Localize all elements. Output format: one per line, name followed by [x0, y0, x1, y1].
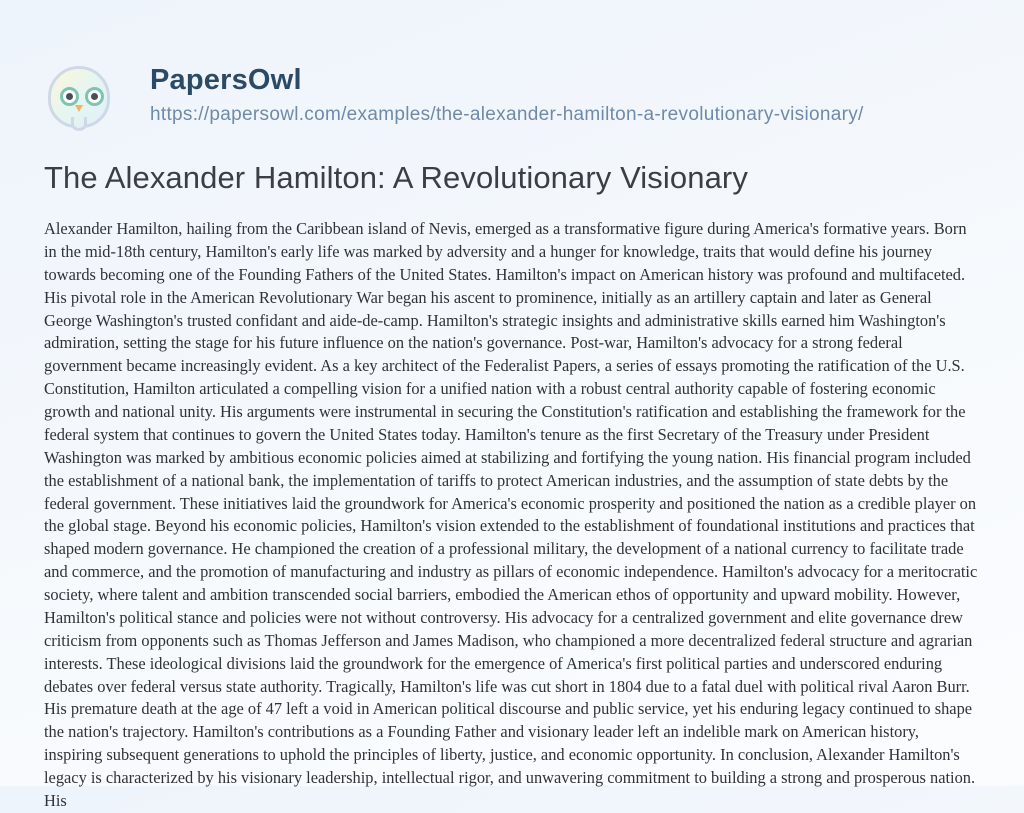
owl-eyes-icon: [60, 87, 104, 106]
article-container: [44, 160, 980, 813]
site-header: [44, 58, 980, 144]
owl-beak-icon: [75, 105, 83, 112]
page-title: The Alexander Hamilton: A Revolutionary Visionary: [44, 160, 748, 195]
owl-icon: [48, 66, 114, 132]
brand-name: PapersOwl: [150, 64, 302, 96]
article-body: Alexander Hamilton, hailing from the Caribbean island of Nevis, emerged as a transformative figure during America's formative years. Born in the mid-18th century, Hamilton's early life was marked by adversity and a hunger for knowledge, traits that would define his journey towards becoming one of the Founding Fathers of the United States. Hamilton's impact on American history was profound and multifaceted. His pivotal role in the American Revolutionary War began his ascent to prominence, initially as an artillery captain and later as General George Washington's trusted confidant and aide-de-camp. Hamilton's strategic insights and administrative skills earned him Washington's admiration, setting the stage for his future influence on the nation's governance. Post-war, Hamilton's advocacy for a strong federal government became increasingly evident. As a key architect of the Federalist Papers, a series of essays promoting the ratification of the U.S. Constitution, Hamilton articulated a compelling vision for a unified nation with a robust central authority capable of fostering economic growth and national unity. His arguments were instrumental in securing the Constitution's ratification and establishing the framework for the federal system that continues to govern the United States today. Hamilton's tenure as the first Secretary of the Treasury under President Washington was marked by ambitious economic policies aimed at stabilizing and fortifying the young nation. His financial program included the establishment of a national bank, the implementation of tariffs to protect American industries, and the assumption of state debts by the federal government. These initiatives laid the groundwork for America's economic prosperity and positioned the nation as a credible player on the global stage. Beyond his economic policies, Hamilton's vision extended to the establishment of foundational institutions and practices that shaped modern governance. He championed the creation of a professional military, the development of a national currency to facilitate trade and commerce, and the promotion of manufacturing and industry as pillars of economic independence. Hamilton's advocacy for a meritocratic society, where talent and ambition transcended social barriers, embodied the American ethos of opportunity and upward mobility. However, Hamilton's political stance and policies were not without controversy. His advocacy for a centralized government and elite governance drew criticism from opponents such as Thomas Jefferson and James Madison, who championed a more decentralized federal structure and agrarian interests. These ideological divisions laid the groundwork for the emergence of America's first political parties and underscored enduring debates over federal versus state authority. Tragically, Hamilton's life was cut short in 1804 due to a fatal duel with political rival Aaron Burr. His premature death at the age of 47 left a void in American political discourse and public service, yet his enduring legacy continued to shape the nation's trajectory. Hamilton's contributions as a Founding Father and visionary leader left an indelible mark on American history, inspiring subsequent generations to uphold the principles of liberty, justice, and economic opportunity. In conclusion, Alexander Hamilton's legacy is characterized by his visionary leadership, intellectual rigor, and unwavering commitment to building a strong and prosperous nation. His: [44, 219, 978, 810]
page-url[interactable]: https://papersowl.com/examples/the-alexander-hamilton-a-revolutionary-visionary/: [150, 104, 864, 125]
